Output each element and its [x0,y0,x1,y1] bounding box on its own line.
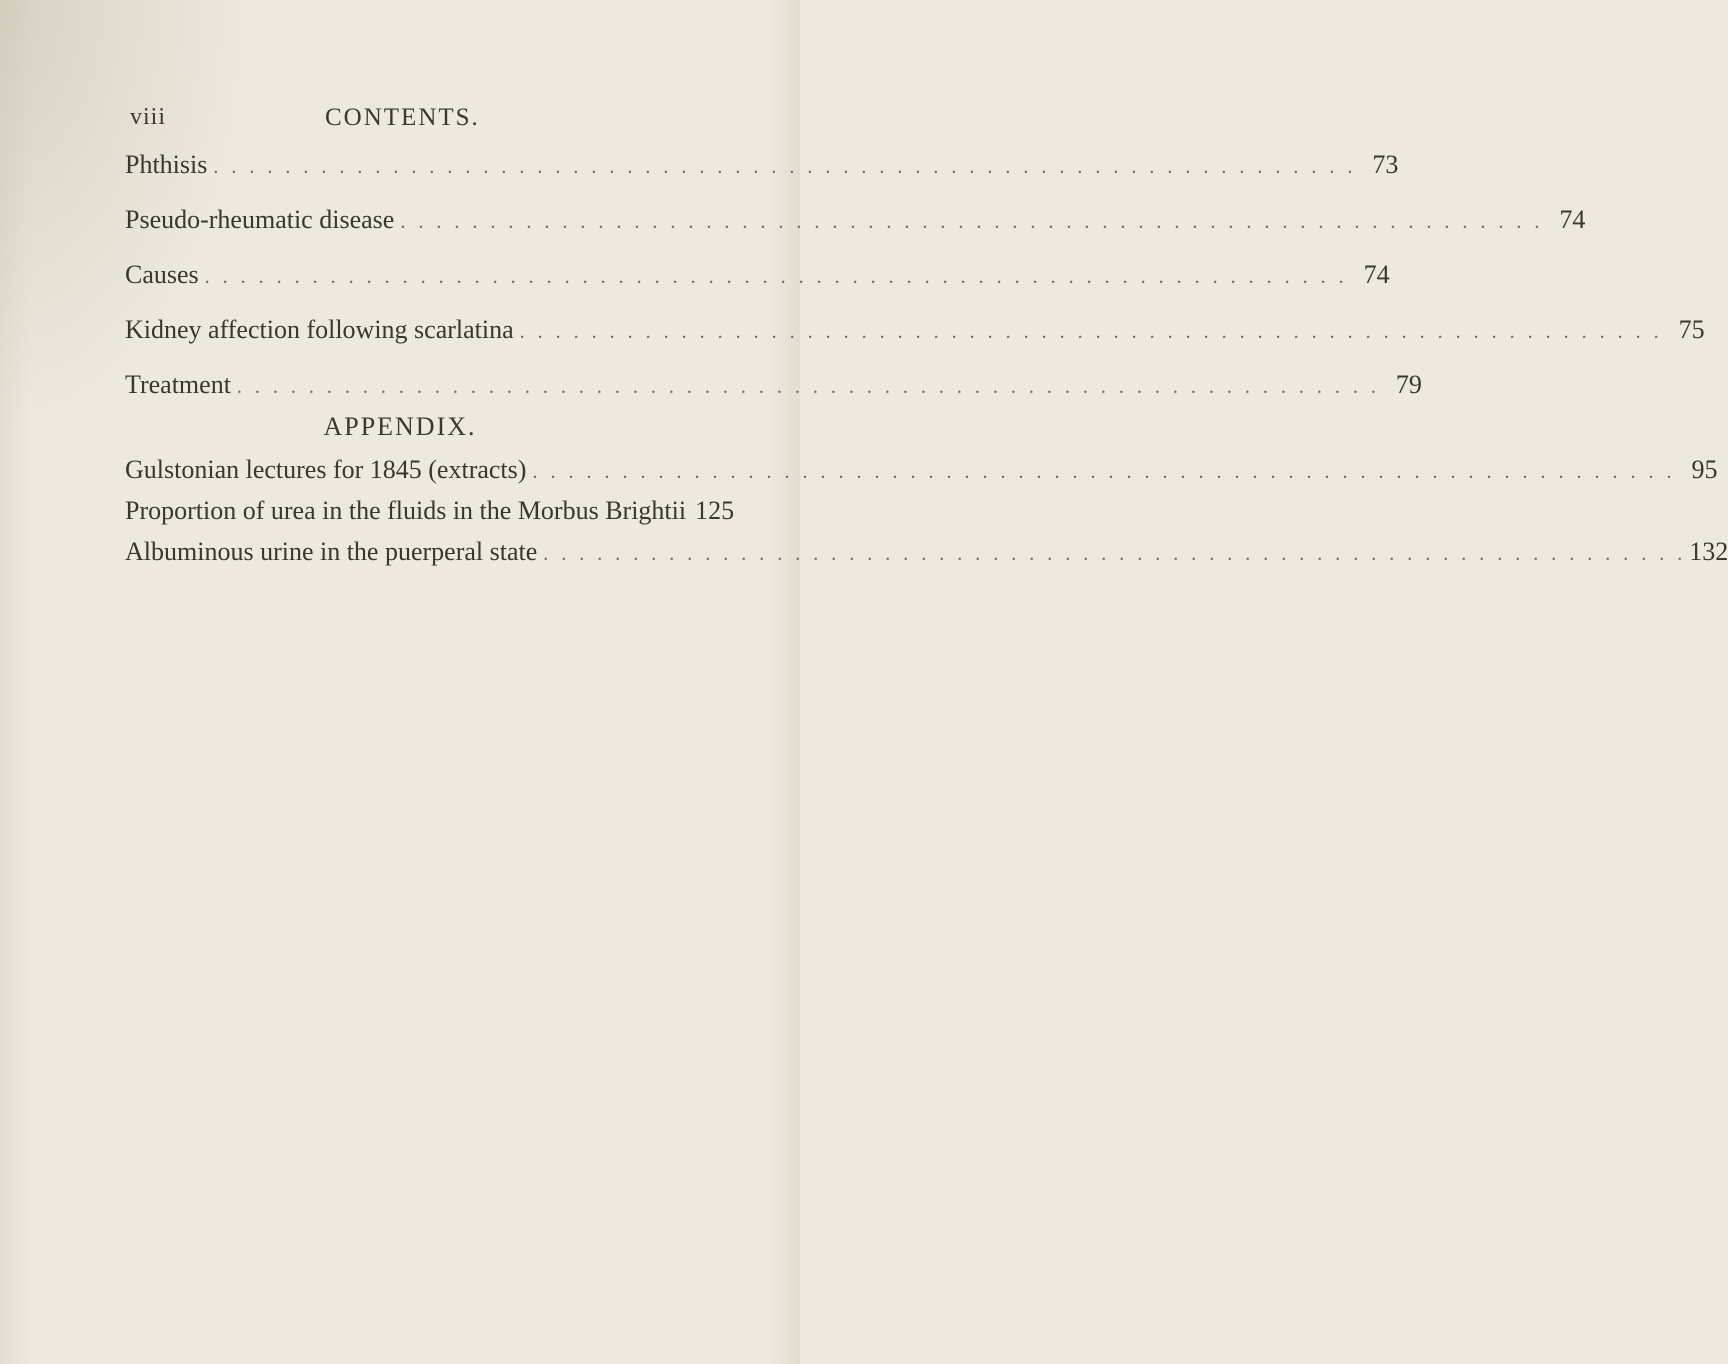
entry-label: Proportion of urea in the fluids in the Morbus Brightii [125,496,687,525]
entry-page-number: 95 [1691,455,1718,484]
dot-leader [213,156,1356,179]
entry-label: Kidney affection following scarlatina [125,315,514,344]
appendix-list [125,455,1728,578]
running-head [0,104,800,144]
page-title: CONTENTS. [325,104,480,131]
entry-label: Pseudo-rheumatic disease [125,205,395,234]
appendix-entry [125,455,1718,496]
appendix-entry [125,496,735,537]
contents-entry [125,150,1399,205]
contents-list [125,150,1705,425]
entry-label: Albuminous urine in the puerperal state [125,537,538,566]
dot-leader [520,321,1663,344]
entry-page-number: 79 [1395,370,1422,399]
entry-page-number: 74 [1363,260,1390,289]
entry-page-number: 132 [1689,537,1728,566]
appendix-entry [125,537,1728,578]
entry-page-number: 125 [695,496,735,525]
entry-page-number: 74 [1559,205,1586,234]
dot-leader [532,461,1675,484]
dot-leader [400,211,1543,234]
contents-entry [125,205,1586,260]
page-folio: viii [130,104,167,130]
contents-entry [125,315,1705,370]
contents-entry [125,260,1390,315]
entry-label: Gulstonian lectures for 1845 (extracts) [125,455,527,484]
entry-page-number: 73 [1372,150,1399,179]
entry-label: Phthisis [125,150,208,179]
dot-leader [205,266,1348,289]
entry-label: Causes [125,260,199,289]
dot-leader [237,376,1380,399]
entry-page-number: 75 [1678,315,1705,344]
entry-label: Treatment [125,370,231,399]
appendix-heading: APPENDIX. [323,412,477,441]
dot-leader [543,543,1686,566]
